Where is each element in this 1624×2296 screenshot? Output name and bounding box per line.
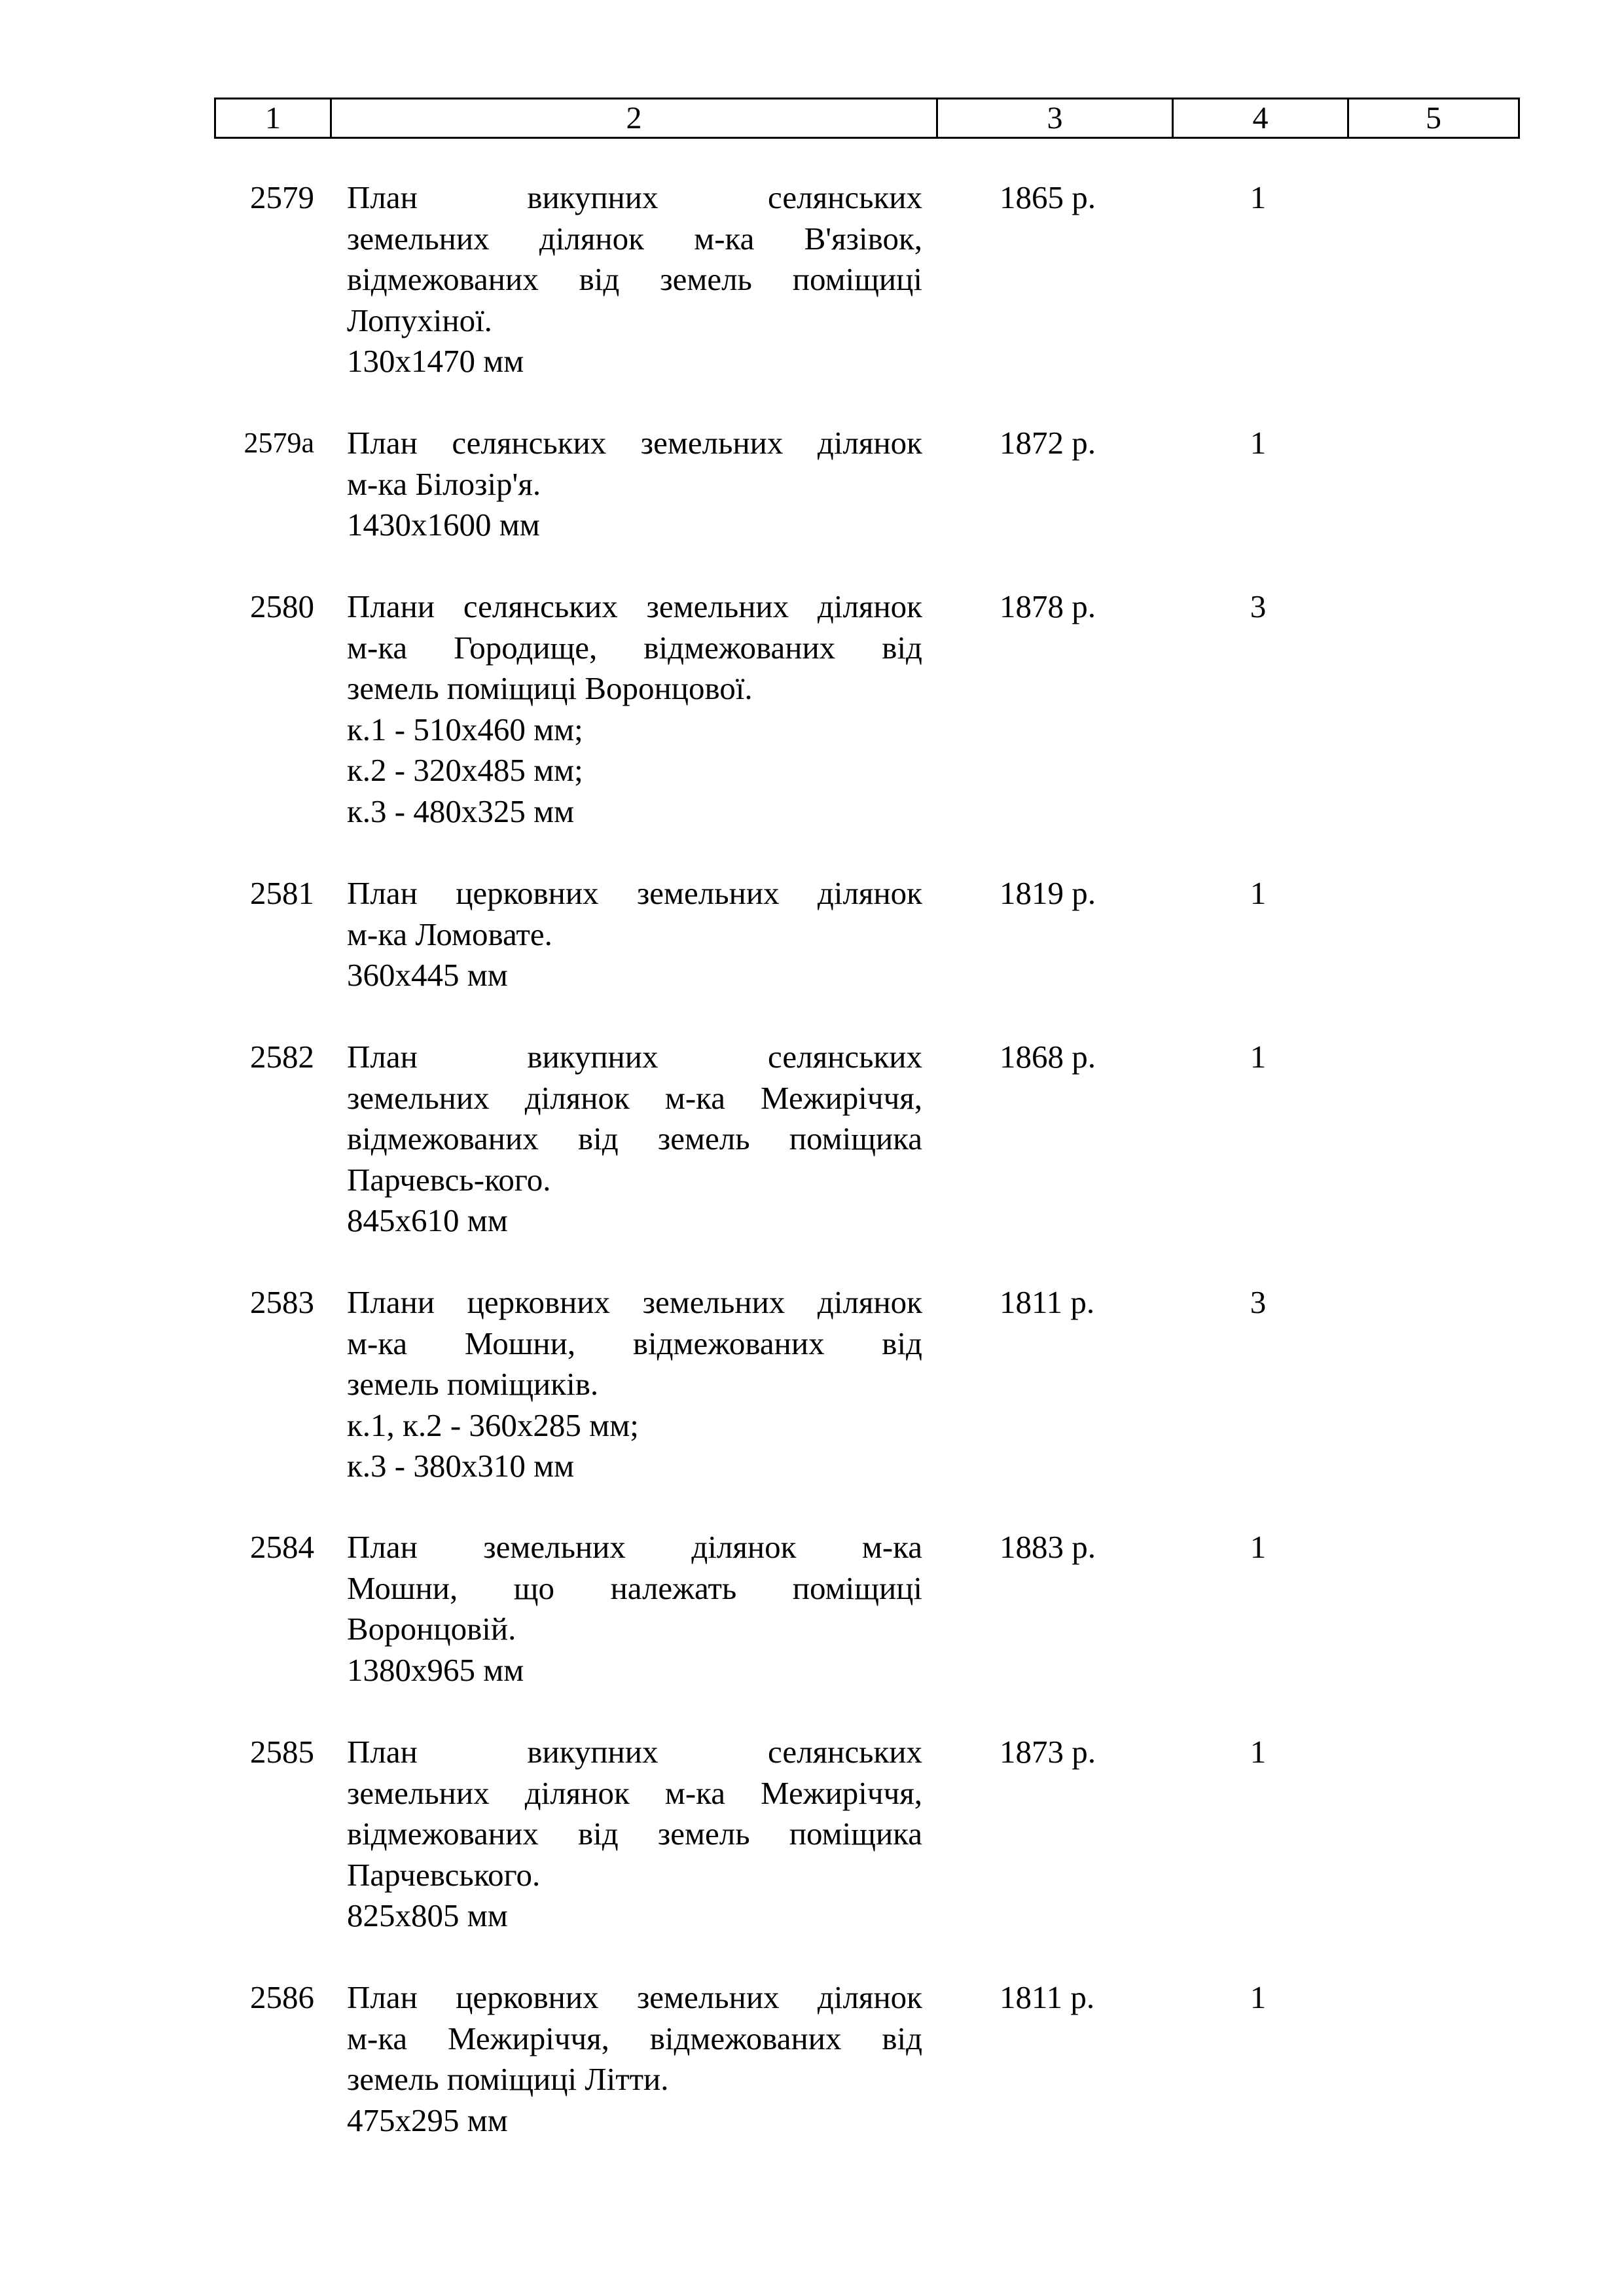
description-line: План селянських земельних ділянок	[347, 425, 922, 461]
entry-description	[347, 1037, 922, 1242]
entry-date: 1868 р.	[1000, 1039, 1096, 1075]
description-line: м-ка Білозір'я.	[347, 465, 541, 502]
entry-dimensions: 1430х1600 мм	[347, 507, 540, 543]
entry-count: 3	[1250, 588, 1267, 624]
description-line: м-ка Межиріччя, відмежованих від	[347, 2020, 922, 2056]
description-line: Парчевського.	[347, 1856, 541, 1893]
entry-date: 1872 р.	[1000, 425, 1096, 461]
description-line: відмежованих від земель поміщиці	[347, 261, 922, 297]
entry-dimensions: 1380х965 мм	[347, 1651, 524, 1688]
description-line: відмежованих від земель поміщика	[347, 1816, 922, 1852]
column-header-4: 4	[1174, 99, 1349, 137]
entry-dimensions: 475х295 мм	[347, 2102, 508, 2138]
description-line: Плани церковних земельних ділянок	[347, 1284, 922, 1320]
description-line: відмежованих від земель поміщика	[347, 1121, 922, 1157]
column-header-row	[214, 98, 1520, 139]
description-line: Лопухіної.	[347, 302, 492, 338]
description-line: м-ка Городище, відмежованих від	[347, 629, 922, 666]
entry-count: 1	[1250, 1529, 1267, 1565]
description-line: земельних ділянок м-ка Межиріччя,	[347, 1079, 922, 1116]
entry-dimensions: 825х805 мм	[347, 1897, 508, 1933]
entry-number: 2582	[250, 1039, 314, 1075]
description-line: м-ка Мошни, відмежованих від	[347, 1325, 922, 1361]
entry-dimensions: к.1, к.2 - 360х285 мм;	[347, 1407, 639, 1443]
description-line: земельних ділянок м-ка В'язівок,	[347, 220, 922, 257]
column-header-3: 3	[938, 99, 1174, 137]
description-line: План церковних земельних ділянок	[347, 1979, 922, 2015]
entry-date: 1883 р.	[1000, 1529, 1096, 1565]
description-line: м-ка Ломовате.	[347, 916, 552, 952]
entry-count: 3	[1250, 1284, 1267, 1320]
entry-description	[347, 873, 922, 996]
entry-count: 1	[1250, 1734, 1267, 1770]
entry-number: 2579	[250, 179, 314, 215]
entry-date: 1873 р.	[1000, 1734, 1096, 1770]
entry-number: 2580	[250, 588, 314, 624]
description-line: План церковних земельних ділянок	[347, 875, 922, 911]
description-line: План викупних селянських	[347, 179, 922, 215]
entry-description	[347, 177, 922, 382]
entry-dimensions: к.2 - 320х485 мм;	[347, 752, 583, 788]
entry-count: 1	[1250, 875, 1267, 911]
entry-count: 1	[1250, 425, 1267, 461]
entry-date: 1811 р.	[1000, 1979, 1095, 2015]
entry-description	[347, 1977, 922, 2141]
entry-description	[347, 1282, 922, 1487]
entry-dimensions: к.3 - 380х310 мм	[347, 1448, 575, 1484]
entry-dimensions: к.1 - 510х460 мм;	[347, 711, 583, 747]
entry-count: 1	[1250, 1039, 1267, 1075]
description-line: земель поміщиці Воронцової.	[347, 670, 753, 706]
entry-dimensions: 130х1470 мм	[347, 343, 524, 379]
description-line: План земельних ділянок м-ка	[347, 1529, 922, 1565]
description-line: земель поміщиці Літти.	[347, 2061, 669, 2097]
entry-count: 1	[1250, 179, 1267, 215]
entry-description	[347, 1732, 922, 1937]
entry-description	[347, 423, 922, 546]
description-line: Плани селянських земельних ділянок	[347, 588, 922, 624]
entry-date: 1878 р.	[1000, 588, 1096, 624]
description-line: земельних ділянок м-ка Межиріччя,	[347, 1774, 922, 1811]
column-header-2: 2	[332, 99, 938, 137]
entry-dimensions: к.3 - 480х325 мм	[347, 793, 575, 829]
entry-description	[347, 1527, 922, 1691]
entry-dimensions: 845х610 мм	[347, 1202, 508, 1238]
column-header-1: 1	[216, 99, 332, 137]
description-line: Воронцовій.	[347, 1611, 516, 1647]
description-line: План викупних селянських	[347, 1734, 922, 1770]
entry-count: 1	[1250, 1979, 1267, 2015]
entry-date: 1865 р.	[1000, 179, 1096, 215]
description-line: План викупних селянських	[347, 1039, 922, 1075]
description-line: Мошни, що належать поміщиці	[347, 1570, 922, 1606]
column-header-5: 5	[1426, 100, 1441, 135]
entry-number: 2586	[250, 1979, 314, 2015]
entry-description	[347, 586, 922, 832]
entry-number: 2585	[250, 1734, 314, 1770]
entry-number: 2581	[250, 875, 314, 911]
entry-dimensions: 360х445 мм	[347, 957, 508, 993]
entry-date: 1811 р.	[1000, 1284, 1095, 1320]
entry-number: 2579а	[244, 427, 314, 459]
entry-number: 2584	[250, 1529, 314, 1565]
entry-number: 2583	[250, 1284, 314, 1320]
description-line: Парчевсь-кого.	[347, 1161, 551, 1198]
entry-date: 1819 р.	[1000, 875, 1096, 911]
description-line: земель поміщиків.	[347, 1366, 599, 1402]
